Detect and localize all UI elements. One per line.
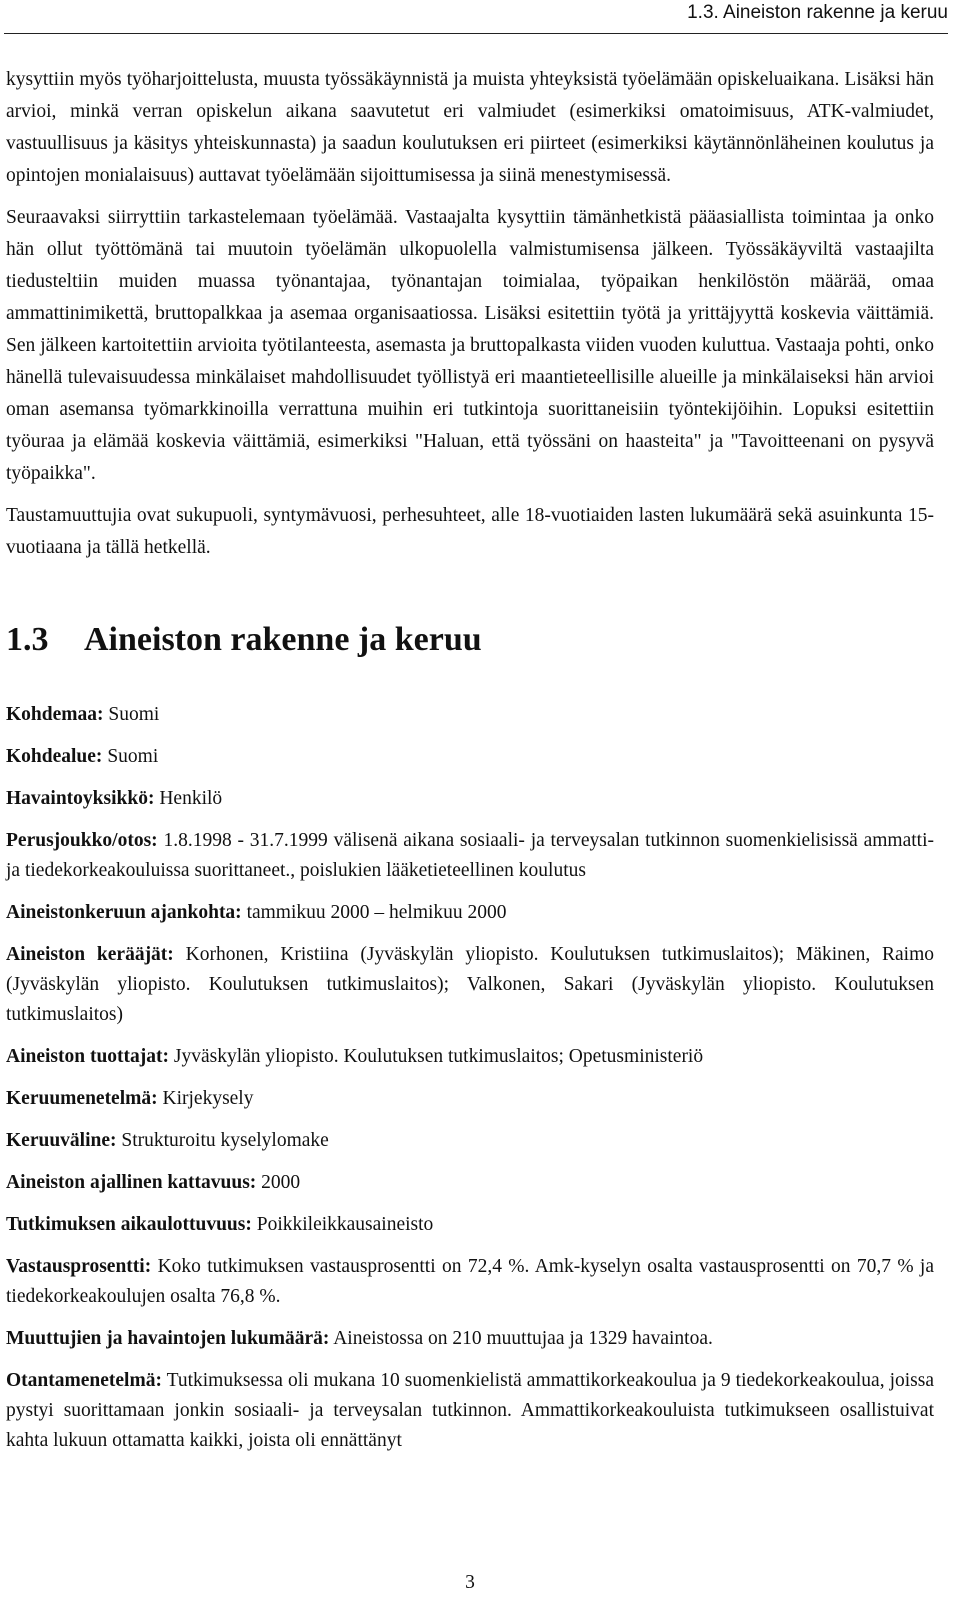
field-label: Otantamenetelmä: [6, 1370, 162, 1391]
paragraph-background-variables: Taustamuuttujia ovat sukupuoli, syntymävuosi, perhesuhteet, alle 18-vuotiaiden lasten lukumäärä sekä asuinkunta 15-vuotiaana ja tällä hetkellä. [6, 505, 934, 558]
field-value: Koko tutkimuksen vastausprosentti on 72,4 %. Amk-kyselyn osalta vastausprosentti on 70,7 % ja tiedekorkeakoulujen osalta 76,8 %. [6, 1256, 935, 1307]
page-content [6, 64, 934, 1468]
field-value: Henkilö [159, 788, 223, 809]
field-label: Keruumenetelmä: [6, 1088, 158, 1109]
field-value: Kirjekysely [162, 1088, 254, 1109]
field-tuottajat [6, 1042, 934, 1072]
field-aikaulottuvuus [6, 1210, 934, 1240]
field-havaintoyksikko [6, 784, 934, 814]
field-value: 1.8.1998 - 31.7.1999 välisenä aikana sosiaali- ja terveysalan tutkinnon suomenkielisissä ammatti- ja tiedekorkeakouluissa suorittaneet., poislukien lääketieteellinen koulutus [6, 830, 935, 881]
field-label: Tutkimuksen aikaulottuvuus: [6, 1214, 252, 1235]
field-label: Vastausprosentti: [6, 1256, 152, 1277]
section-title: Aineiston rakenne ja keruu [84, 621, 482, 658]
field-value: Korhonen, Kristiina (Jyväskylän yliopisto. Koulutuksen tutkimuslaitos); Mäkinen, Raimo (Jyväskylän yliopisto. Koulutuksen tutkimuslaitos); Valkonen, Sakari (Jyväskylän yliopisto. Koulutuksen tutkimuslaitos) [6, 944, 935, 1025]
page-number: 3 [465, 1572, 475, 1593]
field-label: Kohdemaa: [6, 704, 104, 725]
field-label: Keruuväline: [6, 1130, 117, 1151]
field-value: Poikkileikkausaineisto [256, 1214, 434, 1235]
field-label: Perusjoukko/otos: [6, 830, 158, 851]
field-label: Aineiston tuottajat: [6, 1046, 170, 1067]
header-rule [4, 33, 948, 34]
field-keruun-ajankohta [6, 898, 934, 928]
field-label: Aineiston ajallinen kattavuus: [6, 1172, 257, 1193]
field-value: Suomi [107, 746, 159, 767]
field-value: Strukturoitu kyselylomake [121, 1130, 329, 1151]
field-kohdemaa [6, 700, 934, 730]
paragraph-working-life: Seuraavaksi siirryttiin tarkastelemaan työelämää. Vastaajalta kysyttiin tämänhetkistä pääasiallista toimintaa ja onko hän ollut työttömänä tai muutoin työelämän ulkopuolella valmistumisensa jälkeen. Työssäkäyviltä vastaajilta tiedusteltiin muiden muassa työnantajaa, työnantajan toimialaa, työpaikan henkilöstön määrää, omaa ammattinimikettä, bruttopalkkaa ja asemaa organisaatiossa. Lisäksi esitettiin työtä ja yrittäjyyttä koskevia väittämiä. Sen jälkeen kartoitettiin arvioita työtilanteesta, asemasta ja bruttopalkasta viiden vuoden kuluttua. Vastaaja pohti, onko hänellä tulevaisuudessa minkälaiset mahdollisuudet työllistyä eri maantieteellisille alueille ja minkälaiseksi hän arvioi oman asemansa työmarkkinoilla verrattuna muihin eri tutkintoja suorittaneisiin työntekijöihin. Lopuksi esitettiin työuraa ja elämää koskevia väittämiä, esimerkiksi "Haluan, että työssäni on haasteita" ja "Tavoitteenani on pysyvä työpaikka". [6, 207, 934, 484]
field-value: Jyväskylän yliopisto. Koulutuksen tutkimuslaitos; Opetusministeriö [173, 1046, 704, 1067]
field-muuttujat-havainnot [6, 1324, 934, 1354]
field-keraajat [6, 940, 934, 1030]
section-heading [6, 620, 934, 660]
field-kohdealue [6, 742, 934, 772]
running-header: 1.3. Aineiston rakenne ja keruu [687, 2, 948, 23]
section-number: 1.3 [6, 621, 49, 658]
field-label: Muuttujien ja havaintojen lukumäärä: [6, 1328, 330, 1349]
field-label: Aineiston kerääjät: [6, 944, 174, 965]
field-keruuvaline [6, 1126, 934, 1156]
paragraph-intro: kysyttiin myös työharjoittelusta, muusta työssäkäynnistä ja muista yhteyksistä työelämään opiskeluaikana. Lisäksi hän arvioi, minkä verran opiskelun aikana saavutetut eri valmiudet (esimerkiksi omatoimisuus, ATK-valmiudet, vastuullisuus ja käsitys yhteiskunnasta) ja saadun koulutuksen eri piirteet (esimerkiksi käytännönläheinen koulutus ja opintojen monialaisuus) auttavat työelämään sijoittumisessa ja siinä menestymisessä. [6, 69, 934, 186]
field-perusjoukko [6, 826, 934, 886]
field-otantamenetelma [6, 1366, 934, 1456]
field-value: tammikuu 2000 – helmikuu 2000 [246, 902, 507, 923]
field-label: Havaintoyksikkö: [6, 788, 155, 809]
field-value: Aineistossa on 210 muuttujaa ja 1329 havaintoa. [333, 1328, 713, 1349]
field-keruumenetelma [6, 1084, 934, 1114]
field-value: 2000 [261, 1172, 301, 1193]
field-ajallinen-kattavuus [6, 1168, 934, 1198]
field-label: Aineistonkeruun ajankohta: [6, 902, 242, 923]
field-label: Kohdealue: [6, 746, 103, 767]
field-vastausprosentti [6, 1252, 934, 1312]
field-value: Suomi [108, 704, 160, 725]
field-value: Tutkimuksessa oli mukana 10 suomenkielistä ammattikorkeakoulua ja 9 tiedekorkeakoulua, joissa pystyi suorittamaan jonkin sosiaali- ja terveysalan tutkinnon. Ammattikorkeakouluista tutkimukseen osallistuivat kahta lukuun ottamatta kaikki, joista oli ennättänyt [6, 1370, 934, 1451]
